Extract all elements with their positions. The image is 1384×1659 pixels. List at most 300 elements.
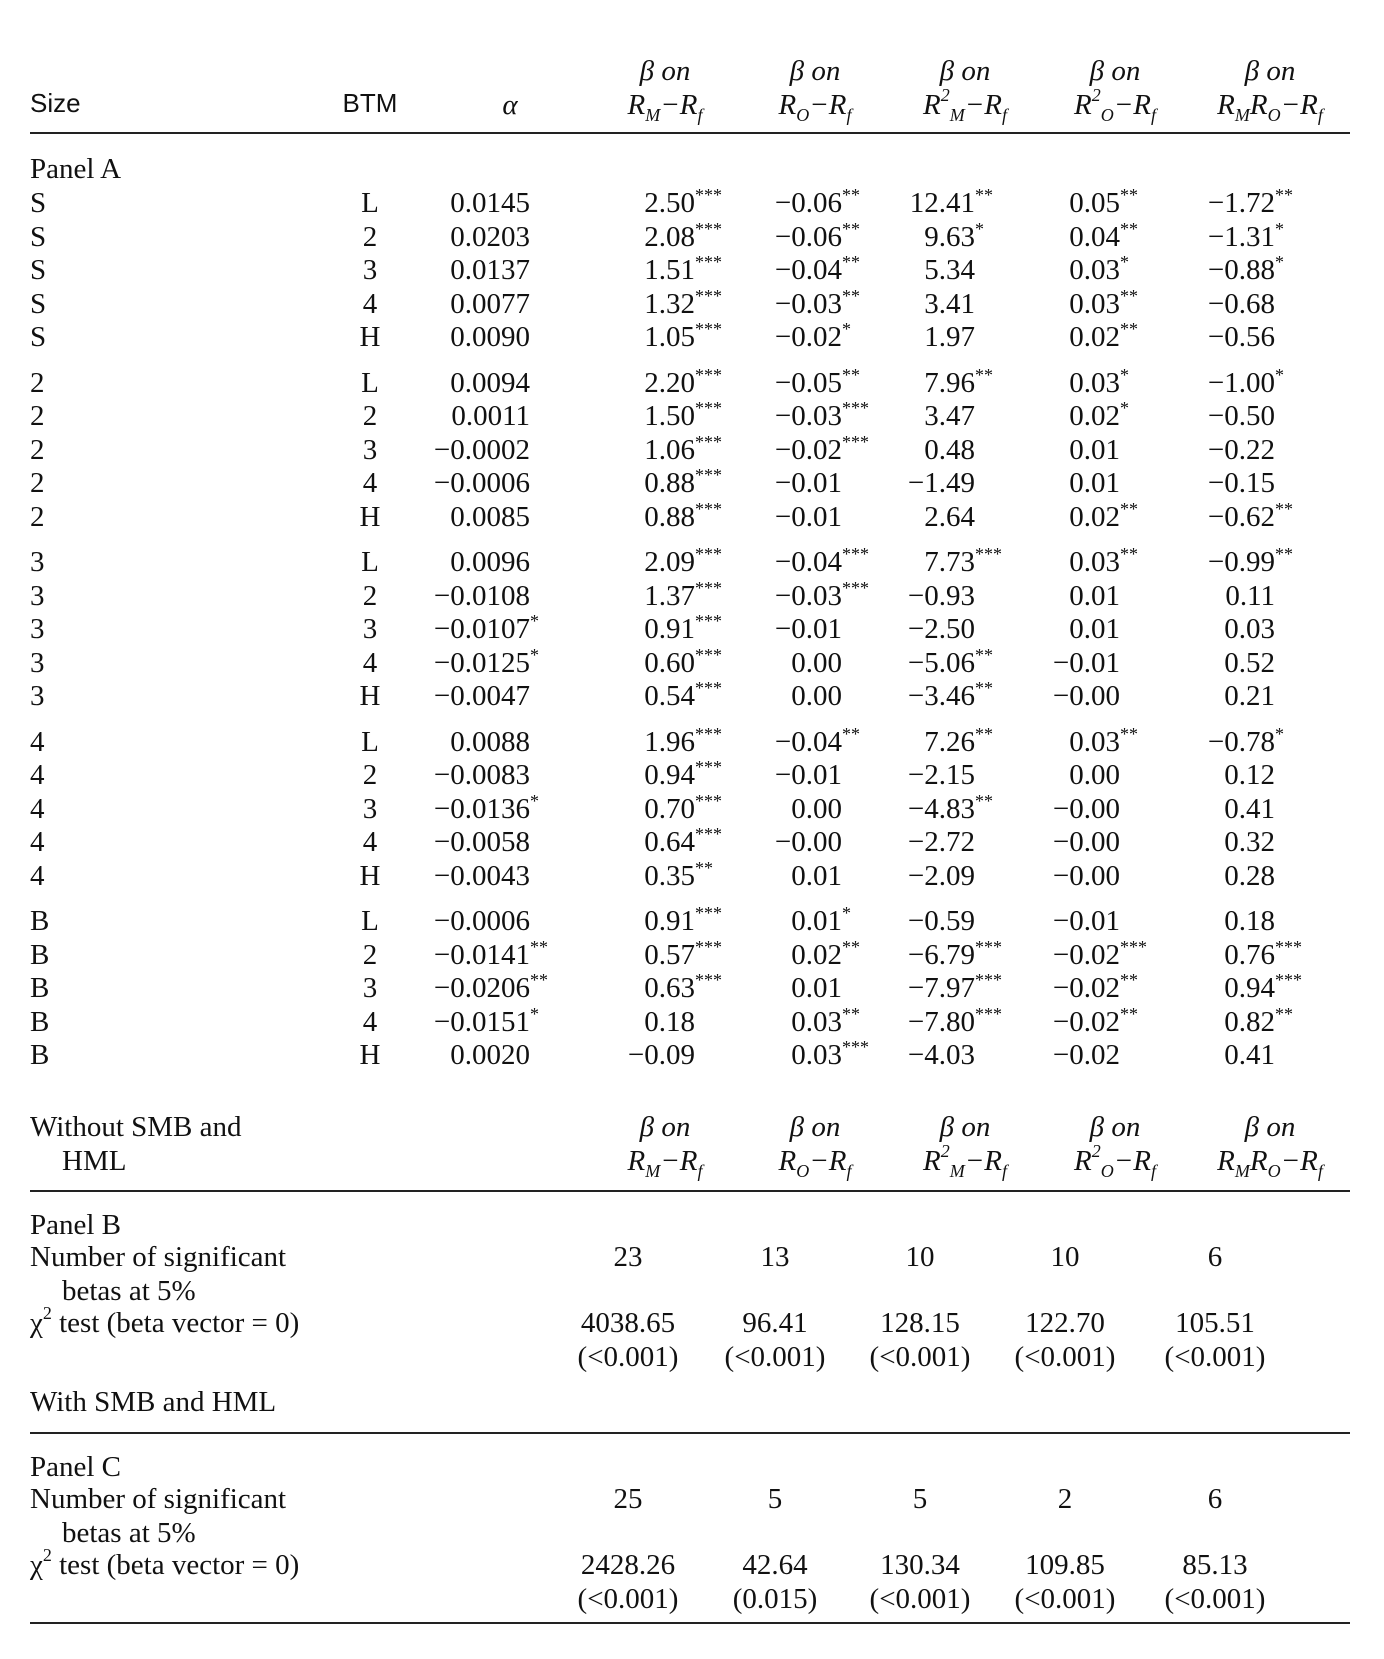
beta-cell xyxy=(1207,364,1284,400)
beta-cell-value: 0.01 xyxy=(1069,433,1120,466)
beta-cell xyxy=(1208,466,1275,500)
beta-cell xyxy=(644,498,722,534)
size-cell: S xyxy=(30,287,47,320)
beta-cell xyxy=(644,431,722,467)
beta-cell-value: −0.02 xyxy=(1052,938,1120,971)
btm-cell: H xyxy=(359,680,381,712)
significance-stars: *** xyxy=(695,498,722,519)
beta-cell xyxy=(1069,433,1120,467)
beta-cell-value: −0.02 xyxy=(1052,972,1120,1004)
beta-cell xyxy=(644,970,722,1005)
beta-cell xyxy=(1069,758,1120,792)
significance-stars: *** xyxy=(695,544,722,564)
beta-cell-value: 0.03 xyxy=(1069,287,1120,320)
beta-cell xyxy=(924,399,975,433)
beta-cell-value: 0.82 xyxy=(1224,1005,1275,1038)
beta-cell-value: 0.00 xyxy=(791,680,842,712)
beta-cell xyxy=(791,903,851,938)
beta-cell xyxy=(644,1005,695,1039)
beta-cell xyxy=(1208,399,1275,433)
alpha-cell-value: 0.0085 xyxy=(450,500,530,533)
significance-stars: ** xyxy=(1120,319,1138,339)
beta-cell-value: 7.26 xyxy=(924,725,975,758)
stat-value: 130.34 xyxy=(880,1549,960,1581)
significance-stars: ** xyxy=(975,678,993,698)
panel-c-sig-label-cont: betas at 5% xyxy=(62,1517,196,1549)
btm-cell: 4 xyxy=(362,826,378,858)
beta-cell xyxy=(1225,579,1275,613)
btm-cell: L xyxy=(361,905,379,937)
significance-stars: ** xyxy=(695,857,713,878)
beta-cell-value: 12.41 xyxy=(909,187,975,219)
beta-cell-value: 3.41 xyxy=(924,287,975,320)
beta-cell xyxy=(908,859,975,893)
beta-cell-value: 0.12 xyxy=(1224,759,1275,791)
btm-cell: 4 xyxy=(362,646,378,679)
stat-value: 13 xyxy=(760,1241,790,1273)
beta-cell-value: 0.01 xyxy=(1069,579,1120,612)
beta-cell-value: 0.01 xyxy=(1069,613,1120,645)
beta-cell-value: 1.32 xyxy=(644,287,695,320)
significance-stars: *** xyxy=(695,611,722,631)
beta-cell-value: 0.21 xyxy=(1224,680,1275,712)
beta-cell xyxy=(907,644,993,680)
beta-cell xyxy=(1224,792,1275,826)
significance-stars: *** xyxy=(695,285,722,306)
beta-cell-value: −3.46 xyxy=(907,680,975,712)
beta-cell-value: −0.01 xyxy=(774,467,842,499)
beta-cell-value: −6.79 xyxy=(907,938,975,971)
beta-cell xyxy=(774,319,851,354)
panel-b-sig-label: Number of significant xyxy=(30,1241,287,1273)
beta-cell xyxy=(907,678,993,713)
beta-cell-value: 0.60 xyxy=(644,646,695,679)
significance-stars: ** xyxy=(975,790,993,811)
beta-cell xyxy=(1069,544,1138,579)
alpha-cell xyxy=(434,859,530,893)
beta-cell-value: −0.09 xyxy=(627,1039,695,1071)
panel-b-sig-label-cont: betas at 5% xyxy=(62,1275,196,1307)
significance-stars: *** xyxy=(695,319,722,339)
significance-stars: ** xyxy=(975,185,993,205)
significance-stars: ** xyxy=(1120,498,1138,519)
beta-cell xyxy=(628,1038,695,1072)
beta-header-rm: β on $R_M-R_f$ xyxy=(627,55,703,125)
beta-cell xyxy=(924,433,975,467)
significance-stars: *** xyxy=(695,364,722,385)
beta-cell xyxy=(791,1003,860,1039)
beta-cell-value: 2.08 xyxy=(644,220,695,253)
significance-stars: ** xyxy=(842,218,860,239)
significance-stars: *** xyxy=(975,1003,1002,1024)
beta-cell xyxy=(907,970,1002,1005)
stat-value: 23 xyxy=(613,1241,643,1273)
header-rule xyxy=(30,132,1350,134)
beta-cell-value: 0.02 xyxy=(1069,321,1120,353)
beta-cell xyxy=(1224,612,1275,646)
stat-value: (<0.001) xyxy=(1164,1583,1266,1615)
beta-cell-value: 7.73 xyxy=(924,546,975,578)
beta-cell xyxy=(1069,498,1138,534)
beta-cell-value: −0.00 xyxy=(1052,792,1120,825)
beta-cell xyxy=(908,904,975,938)
beta-cell xyxy=(924,287,975,321)
beta-cell xyxy=(1069,319,1138,354)
beta-cell xyxy=(644,903,722,938)
beta-cell-value: −1.00 xyxy=(1207,366,1275,399)
b-header-ro: β on $R_O-R_f$ xyxy=(778,1111,852,1181)
size-cell: 2 xyxy=(30,467,45,499)
beta-cell-value: 0.63 xyxy=(644,972,695,1004)
beta-cell-value: 0.02 xyxy=(791,938,842,971)
beta-cell-value: −0.02 xyxy=(1052,1005,1120,1038)
beta-cell xyxy=(774,364,860,400)
alpha-cell xyxy=(451,399,530,433)
beta-cell xyxy=(1069,723,1138,759)
beta-cell xyxy=(1224,1003,1293,1039)
beta-cell-value: 2.50 xyxy=(644,187,695,219)
beta-cell-value: 1.05 xyxy=(644,321,695,353)
size-cell: B xyxy=(30,905,50,937)
stat-value: (<0.001) xyxy=(869,1341,971,1373)
b-header-rm: β on $R_M-R_f$ xyxy=(627,1111,703,1181)
alpha-cell xyxy=(450,186,530,220)
btm-cell: 4 xyxy=(362,467,378,499)
beta-cell-value: 0.03 xyxy=(1224,613,1275,645)
beta-cell xyxy=(791,792,842,826)
significance-stars: *** xyxy=(1275,936,1302,957)
beta-cell xyxy=(644,252,722,287)
beta-cell xyxy=(644,577,722,613)
beta-cell-value: 0.54 xyxy=(644,680,695,712)
size-cell: 3 xyxy=(30,646,45,679)
beta-cell-value: 0.57 xyxy=(644,938,695,971)
beta-cell-value: −0.01 xyxy=(774,613,842,645)
significance-stars: *** xyxy=(695,757,722,777)
btm-cell: L xyxy=(361,366,379,399)
beta-cell-value: 0.01 xyxy=(1069,467,1120,499)
beta-cell xyxy=(1069,579,1120,613)
beta-cell xyxy=(908,825,975,859)
size-cell: 2 xyxy=(30,366,45,399)
beta-cell xyxy=(908,466,975,500)
stat-value: 6 xyxy=(1207,1483,1223,1515)
stat-value: 2428.26 xyxy=(580,1549,676,1581)
beta-cell-value: 0.01 xyxy=(791,859,842,892)
size-cell: 3 xyxy=(30,579,45,612)
significance-stars: * xyxy=(1120,364,1129,385)
beta-cell-value: 0.05 xyxy=(1069,187,1120,219)
beta-cell xyxy=(774,285,860,321)
beta-cell xyxy=(1224,646,1275,680)
beta-cell xyxy=(791,936,860,972)
beta-cell xyxy=(1069,466,1120,500)
beta-cell-value: 0.94 xyxy=(1224,972,1275,1004)
stat-value: (<0.001) xyxy=(1014,1583,1116,1615)
alpha-cell xyxy=(433,644,539,680)
beta-cell-value: −0.04 xyxy=(774,725,842,758)
beta-cell xyxy=(1052,936,1147,972)
significance-stars: *** xyxy=(695,678,722,698)
beta-cell xyxy=(644,364,722,400)
beta-cell xyxy=(1052,970,1138,1005)
alpha-cell-value: −0.0136 xyxy=(433,792,530,825)
size-cell: 2 xyxy=(30,400,45,432)
beta-cell xyxy=(775,466,842,500)
beta-header-rmro: β on $R_MR_O-R_f$ xyxy=(1217,55,1323,125)
stat-value: (0.015) xyxy=(732,1583,818,1615)
beta-cell xyxy=(1224,825,1275,859)
beta-cell-value: 2.09 xyxy=(644,546,695,578)
beta-cell xyxy=(1053,679,1120,713)
beta-cell xyxy=(1069,398,1129,433)
significance-stars: *** xyxy=(842,544,869,564)
alpha-cell-value: −0.0002 xyxy=(433,433,530,466)
size-cell: 2 xyxy=(30,433,45,466)
beta-cell-value: 0.41 xyxy=(1224,792,1275,825)
beta-header-r2m: β on $R^2_M-R_f$ xyxy=(922,55,1008,125)
beta-cell-value: 1.97 xyxy=(924,321,975,353)
btm-cell: L xyxy=(361,725,379,758)
beta-cell-value: 0.48 xyxy=(924,433,975,466)
significance-stars: *** xyxy=(842,398,869,418)
b-header-rmro: β on $R_MR_O-R_f$ xyxy=(1217,1111,1323,1181)
beta-cell xyxy=(1053,904,1120,938)
beta-cell-value: 3.47 xyxy=(924,400,975,432)
stat-value: 25 xyxy=(613,1483,643,1515)
significance-stars: ** xyxy=(1120,1003,1138,1024)
btm-cell: H xyxy=(359,1039,381,1071)
beta-cell-value: −0.88 xyxy=(1207,254,1275,286)
significance-stars: * xyxy=(530,644,539,665)
alpha-cell xyxy=(450,287,530,321)
significance-stars: * xyxy=(842,319,851,339)
beta-cell-value: 0.28 xyxy=(1224,859,1275,892)
beta-cell xyxy=(1207,218,1284,254)
alpha-cell xyxy=(434,825,530,859)
beta-cell-value: −0.03 xyxy=(774,400,842,432)
beta-cell-value: 0.03 xyxy=(1069,366,1120,399)
btm-cell: 2 xyxy=(362,579,378,612)
significance-stars: ** xyxy=(842,364,860,385)
beta-cell-value: 0.02 xyxy=(1069,500,1120,533)
alpha-header: α xyxy=(502,89,518,121)
beta-cell-value: 0.01 xyxy=(791,972,842,1004)
significance-stars: ** xyxy=(842,936,860,957)
beta-cell xyxy=(1224,936,1302,972)
alpha-cell-value: −0.0043 xyxy=(433,859,530,892)
alpha-cell-value: 0.0145 xyxy=(450,187,530,219)
alpha-cell xyxy=(434,679,530,713)
beta-cell xyxy=(1224,904,1275,938)
beta-cell xyxy=(774,398,869,433)
beta-cell-value: 0.91 xyxy=(644,613,695,645)
significance-stars: *** xyxy=(695,218,722,239)
alpha-cell-value: −0.0006 xyxy=(433,467,530,499)
alpha-cell-value: −0.0058 xyxy=(433,826,530,858)
beta-cell-value: −0.00 xyxy=(1052,680,1120,712)
beta-cell-value: 0.94 xyxy=(644,759,695,791)
beta-cell-value: 0.52 xyxy=(1224,646,1275,679)
beta-cell xyxy=(774,185,860,220)
significance-stars: *** xyxy=(842,1037,869,1057)
significance-stars: ** xyxy=(842,1003,860,1024)
size-cell: 3 xyxy=(30,546,45,578)
beta-cell xyxy=(644,218,722,254)
stat-value: (<0.001) xyxy=(577,1341,679,1373)
beta-cell-value: −1.72 xyxy=(1207,187,1275,219)
beta-cell xyxy=(644,723,722,759)
beta-cell xyxy=(644,644,722,680)
beta-cell xyxy=(1207,723,1284,759)
beta-cell xyxy=(774,218,860,254)
bottom-rule xyxy=(30,1622,1350,1624)
alpha-cell xyxy=(433,790,539,826)
significance-stars: *** xyxy=(695,398,722,418)
beta-cell-value: −0.04 xyxy=(774,254,842,286)
beta-cell-value: −0.59 xyxy=(907,905,975,937)
beta-cell xyxy=(907,1003,1002,1039)
alpha-cell xyxy=(450,253,530,287)
significance-stars: ** xyxy=(530,970,548,990)
beta-cell xyxy=(924,723,993,759)
btm-cell: H xyxy=(359,859,381,892)
alpha-cell-value: −0.0047 xyxy=(433,680,530,712)
beta-cell-value: 0.64 xyxy=(644,826,695,858)
beta-cell xyxy=(924,544,1002,579)
beta-cell xyxy=(774,431,869,467)
beta-cell xyxy=(644,824,722,859)
beta-cell xyxy=(1053,646,1120,680)
beta-cell-value: −0.00 xyxy=(774,826,842,858)
size-cell: B xyxy=(30,938,50,971)
beta-cell-value: −0.56 xyxy=(1207,321,1275,353)
beta-cell xyxy=(791,1037,869,1072)
significance-stars: *** xyxy=(695,577,722,598)
beta-cell-value: −0.05 xyxy=(774,366,842,399)
btm-cell: 4 xyxy=(362,1005,378,1038)
significance-stars: * xyxy=(1275,723,1284,744)
beta-cell-value: 0.00 xyxy=(791,792,842,825)
beta-cell-value: −0.02 xyxy=(774,321,842,353)
significance-stars: * xyxy=(975,218,984,239)
beta-cell xyxy=(1224,679,1275,713)
stat-value: 85.13 xyxy=(1182,1549,1248,1581)
beta-cell-value: −0.04 xyxy=(774,546,842,578)
stat-value: 10 xyxy=(905,1241,935,1273)
beta-cell-value: −2.15 xyxy=(907,759,975,791)
stat-value: (<0.001) xyxy=(869,1583,971,1615)
beta-cell xyxy=(644,398,722,433)
btm-cell: 2 xyxy=(362,400,378,432)
beta-cell xyxy=(1053,792,1120,826)
beta-cell-value: −4.03 xyxy=(907,1039,975,1071)
beta-cell-value: 0.04 xyxy=(1069,220,1120,253)
significance-stars: ** xyxy=(1120,218,1138,239)
beta-cell xyxy=(1069,218,1138,254)
stat-value: (<0.001) xyxy=(1014,1341,1116,1373)
beta-cell-value: 0.18 xyxy=(1224,905,1275,937)
btm-cell: 2 xyxy=(362,938,378,971)
stat-value: 5 xyxy=(767,1483,783,1515)
alpha-cell-value: −0.0125 xyxy=(433,646,530,679)
beta-cell xyxy=(644,936,722,972)
stat-value: (<0.001) xyxy=(724,1341,826,1373)
beta-cell-value: −0.78 xyxy=(1207,725,1275,758)
significance-stars: ** xyxy=(975,723,993,744)
beta-cell-value: −0.15 xyxy=(1207,467,1275,499)
beta-cell-value: 0.70 xyxy=(644,792,695,825)
alpha-cell-value: 0.0088 xyxy=(450,725,530,758)
alpha-cell-value: 0.0096 xyxy=(450,546,530,578)
stat-value: 128.15 xyxy=(880,1307,960,1339)
size-cell: S xyxy=(30,187,47,219)
beta-cell xyxy=(791,679,842,713)
section-b-title-cont: HML xyxy=(62,1145,127,1177)
beta-cell xyxy=(644,285,722,321)
size-header: Size xyxy=(30,88,81,118)
beta-cell xyxy=(644,319,722,354)
beta-cell xyxy=(924,253,975,287)
alpha-cell-value: 0.0203 xyxy=(450,220,530,253)
beta-cell-value: 0.32 xyxy=(1224,826,1275,858)
stat-value: 2 xyxy=(1057,1483,1073,1515)
beta-cell xyxy=(1207,498,1293,534)
significance-stars: ** xyxy=(1120,544,1138,564)
panel-c-sig-label: Number of significant xyxy=(30,1483,287,1515)
beta-cell xyxy=(924,500,975,534)
beta-cell-value: −0.03 xyxy=(774,287,842,320)
size-cell: 4 xyxy=(30,792,45,825)
alpha-cell-value: 0.0077 xyxy=(450,287,530,320)
btm-cell: 3 xyxy=(362,433,378,466)
beta-cell-value: −0.68 xyxy=(1207,287,1275,320)
beta-cell-value: −5.06 xyxy=(907,646,975,679)
alpha-cell xyxy=(434,758,530,792)
significance-stars: *** xyxy=(695,824,722,844)
btm-cell: 3 xyxy=(362,972,378,1004)
beta-header-r2o: β on $R^2_O-R_f$ xyxy=(1073,55,1157,125)
btm-header: BTM xyxy=(342,88,398,118)
significance-stars: *** xyxy=(695,970,722,990)
significance-stars: * xyxy=(1275,364,1284,385)
beta-cell-value: −4.83 xyxy=(907,792,975,825)
beta-cell-value: −0.93 xyxy=(907,579,975,612)
panel-b-chi-label: $\chi^2$ test (beta vector = 0) xyxy=(30,1303,300,1339)
significance-stars: ** xyxy=(1120,723,1138,744)
significance-stars: * xyxy=(842,903,851,923)
size-cell: 4 xyxy=(30,725,45,758)
beta-cell-value: −0.06 xyxy=(774,187,842,219)
significance-stars: ** xyxy=(1120,970,1138,990)
stat-value: (<0.001) xyxy=(577,1583,679,1615)
significance-stars: * xyxy=(1275,218,1284,239)
stat-value: 42.64 xyxy=(742,1549,808,1581)
beta-cell-value: 0.76 xyxy=(1224,938,1275,971)
significance-stars: ** xyxy=(842,252,860,272)
beta-cell-value: −0.01 xyxy=(774,500,842,533)
beta-cell xyxy=(775,500,842,534)
beta-cell-value: 0.18 xyxy=(644,1005,695,1038)
significance-stars: ** xyxy=(975,364,993,385)
btm-cell: L xyxy=(361,187,379,219)
significance-stars: * xyxy=(530,611,539,631)
beta-cell-value: −0.62 xyxy=(1207,500,1275,533)
b-header-r2m: β on $R^2_M-R_f$ xyxy=(922,1111,1008,1181)
beta-cell-value: −0.50 xyxy=(1207,400,1275,432)
significance-stars: ** xyxy=(842,185,860,205)
b-header-r2o: β on $R^2_O-R_f$ xyxy=(1073,1111,1157,1181)
